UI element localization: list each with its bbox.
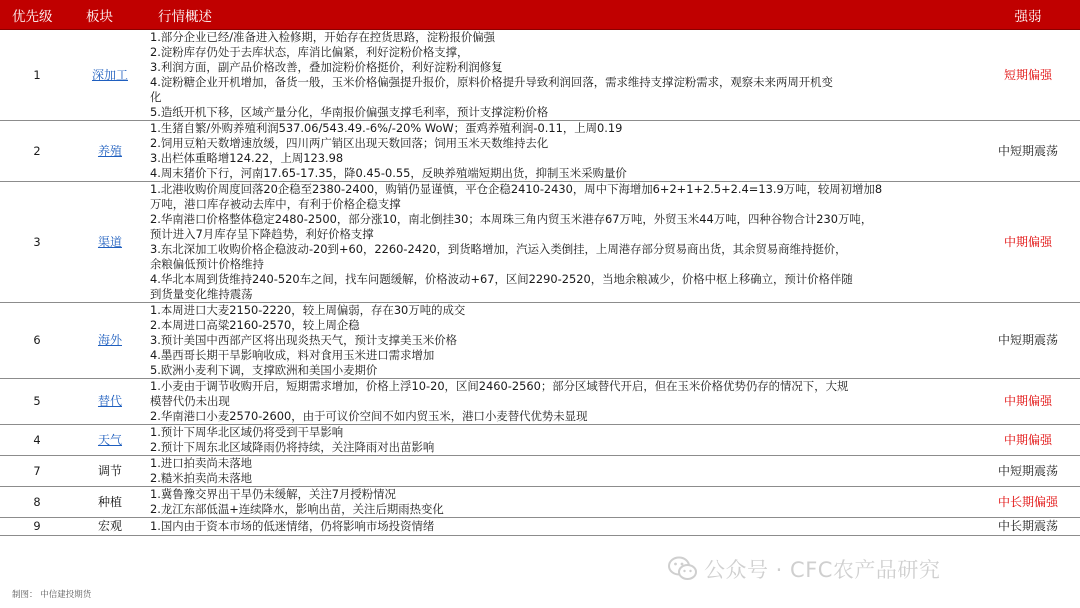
priority-cell: 3 bbox=[0, 182, 74, 303]
sector-cell bbox=[74, 379, 146, 425]
overview-line: 2.华南港口价格整体稳定2480-2500，部分涨10，南北倒挂30；本周珠三角内贸玉米港存67万吨，外贸玉米44万吨，四种谷物合计230万吨， bbox=[150, 212, 873, 226]
sector-cell bbox=[74, 518, 146, 536]
overview-line: 1.国内由于资本市场的低迷情绪，仍将影响市场投资情绪 bbox=[150, 519, 435, 533]
strength-cell: 中长期震荡 bbox=[976, 518, 1080, 536]
overview-line: 1.进口拍卖尚未落地 bbox=[150, 456, 252, 470]
strength-cell: 中短期震荡 bbox=[976, 121, 1080, 182]
sector-link[interactable]: 深加工 bbox=[91, 67, 128, 82]
overview-line: 到货量变化维持震荡 bbox=[150, 287, 253, 301]
sector-label: 种植 bbox=[97, 494, 122, 509]
sector-label: 宏观 bbox=[97, 519, 122, 533]
overview-cell bbox=[146, 487, 976, 518]
table-row bbox=[0, 182, 1080, 303]
source-note: 制图： 中信建投期货 bbox=[12, 590, 92, 600]
overview-line: 2.龙江东部低温+连续降水，影响出苗，关注后期雨热变化 bbox=[150, 502, 444, 516]
sector-label: 调节 bbox=[97, 463, 122, 478]
table-row bbox=[0, 379, 1080, 425]
overview-line: 1.本周进口大麦2150-2220，较上周偏弱，存在30万吨的成交 bbox=[150, 303, 466, 317]
priority-cell: 2 bbox=[0, 121, 74, 182]
table-row bbox=[0, 30, 1080, 121]
sector-link[interactable]: 替代 bbox=[97, 394, 122, 408]
table-row bbox=[0, 121, 1080, 182]
overview-line: 1.小麦由于调节收购开启，短期需求增加，价格上浮10-20，区间2460-2560；部分区域替代开启，但在玉米价格优势仍存的情况下，大规 bbox=[150, 379, 849, 393]
priority-cell: 1 bbox=[0, 30, 74, 121]
sector-link[interactable]: 渠道 bbox=[97, 234, 122, 249]
overview-line: 1.北港收购价周度回落20企稳至2380-2400，购销仍显谨慎，平仓企稳2410-2430，周中下海增加6+2+1+2.5+2.4=13.9万吨，较周初增加8 bbox=[150, 182, 883, 196]
overview-line: 1.生猪自繁/外购养殖利润537.06/543.49.-6%/-20% WoW；蛋鸡养殖利润-0.11，上周0.19 bbox=[150, 121, 623, 135]
overview-line: 余粮偏低预计价格维持 bbox=[150, 257, 264, 271]
overview-line: 4.墨西哥长期干旱影响收成，料对食用玉米进口需求增加 bbox=[150, 348, 435, 362]
overview-cell bbox=[146, 303, 976, 379]
overview-line: 4.淀粉糖企业开机增加，备货一般，玉米价格偏强提升报价，原料价格提升导致利润回落，需求维持支撑淀粉需求，观察未来两周开机变 bbox=[150, 75, 833, 89]
strength-cell: 中短期震荡 bbox=[976, 303, 1080, 379]
overview-line: 2.糙米拍卖尚未落地 bbox=[150, 471, 252, 485]
overview-line: 3.出栏体重略增124.22，上周123.98 bbox=[150, 151, 344, 165]
sector-cell bbox=[74, 303, 146, 379]
overview-line: 1.冀鲁豫交界出干旱仍未缓解，关注7月授粉情况 bbox=[150, 487, 396, 501]
overview-line: 2.淀粉库存仍处于去库状态，库消比偏紧，利好淀粉价格支撑， bbox=[150, 45, 469, 59]
header-priority: 优先级 bbox=[0, 0, 74, 30]
overview-line: 2.本周进口高粱2160-2570，较上周企稳 bbox=[150, 318, 360, 332]
overview-line: 5.造纸开机下移，区域产量分化，华南报价偏强支撑毛利率，预计支撑淀粉价格 bbox=[150, 105, 549, 119]
priority-cell: 5 bbox=[0, 379, 74, 425]
overview-line: 3.利润方面，副产品价格改善，叠加淀粉价格挺价，利好淀粉利润修复 bbox=[150, 60, 503, 74]
table-row bbox=[0, 456, 1080, 487]
priority-cell: 4 bbox=[0, 425, 74, 456]
overview-line: 2.预计下周东北区域降雨仍将持续，关注降雨对出苗影响 bbox=[150, 440, 435, 454]
table-row bbox=[0, 518, 1080, 536]
table-row bbox=[0, 487, 1080, 518]
sector-link[interactable]: 海外 bbox=[97, 333, 122, 347]
overview-line: 4.周末猪价下行，河南17.65-17.35，降0.45-0.55，反映养殖端短期出货，抑制玉米采购量价 bbox=[150, 166, 627, 180]
overview-cell bbox=[146, 182, 976, 303]
sector-link[interactable]: 养殖 bbox=[97, 143, 122, 158]
overview-cell bbox=[146, 379, 976, 425]
strength-cell: 中长期偏强 bbox=[976, 487, 1080, 518]
overview-line: 3.预计美国中西部产区将出现炎热天气，预计支撑美玉米价格 bbox=[150, 333, 458, 347]
priority-cell: 9 bbox=[0, 518, 74, 536]
header-strength: 强弱 bbox=[976, 0, 1080, 30]
strength-cell: 中短期震荡 bbox=[976, 456, 1080, 487]
sector-cell bbox=[74, 425, 146, 456]
overview-line: 4.华北本周到货维持240-520车之间，找车问题缓解，价格波动+67，区间2290-2520，当地余粮减少，价格中枢上移确立，预计价格伴随 bbox=[150, 272, 853, 286]
overview-line: 3.东北深加工收购价格企稳波动-20到+60，2260-2420，到货略增加，汽运入类倒挂，上周港存部分贸易商出货，其余贸易商维持挺价， bbox=[150, 242, 847, 256]
sector-cell bbox=[74, 30, 146, 121]
watermark bbox=[668, 553, 940, 585]
overview-cell bbox=[146, 456, 976, 487]
overview-cell bbox=[146, 121, 976, 182]
strength-cell: 中期偏强 bbox=[976, 182, 1080, 303]
overview-line: 5.欧洲小麦利下调，支撑欧洲和美国小麦期价 bbox=[150, 363, 378, 377]
priority-cell: 8 bbox=[0, 487, 74, 518]
overview-line: 预计进入7月库存呈下降趋势，利好价格支撑 bbox=[150, 227, 374, 241]
table-row bbox=[0, 425, 1080, 456]
sector-cell bbox=[74, 456, 146, 487]
strength-cell: 中期偏强 bbox=[976, 379, 1080, 425]
header-overview: 行情概述 bbox=[146, 0, 976, 30]
overview-line: 化 bbox=[150, 90, 162, 104]
wechat-icon bbox=[668, 556, 698, 582]
priority-cell: 6 bbox=[0, 303, 74, 379]
overview-cell bbox=[146, 30, 976, 121]
sector-cell bbox=[74, 487, 146, 518]
overview-cell bbox=[146, 425, 976, 456]
strength-cell: 短期偏强 bbox=[976, 30, 1080, 121]
priority-cell: 7 bbox=[0, 456, 74, 487]
strength-cell: 中期偏强 bbox=[976, 425, 1080, 456]
table-header-row bbox=[0, 0, 1080, 30]
sector-cell bbox=[74, 182, 146, 303]
watermark-text: 公众号 · CFC农产品研究 bbox=[704, 558, 941, 582]
overview-line: 万吨，港口库存被动去库中，有利于价格企稳支撑 bbox=[150, 197, 401, 211]
overview-line: 1.预计下周华北区域仍将受到干旱影响 bbox=[150, 425, 344, 439]
overview-line: 1.部分企业已经/准备进入检修期，开始存在控货思路，淀粉报价偏强 bbox=[150, 30, 496, 44]
header-sector: 板块 bbox=[74, 0, 146, 30]
overview-line: 2.饲用豆粕天数增速放缓，四川两广销区出现天数回落；饲用玉米天数维持去化 bbox=[150, 136, 549, 150]
sector-link[interactable]: 天气 bbox=[97, 432, 122, 447]
overview-cell bbox=[146, 518, 976, 536]
sector-cell bbox=[74, 121, 146, 182]
overview-line: 2.华南港口小麦2570-2600，由于可议价空间不如内贸玉米，港口小麦替代优势未显现 bbox=[150, 409, 588, 423]
overview-line: 模替代仍未出现 bbox=[150, 394, 230, 408]
table-row bbox=[0, 303, 1080, 379]
